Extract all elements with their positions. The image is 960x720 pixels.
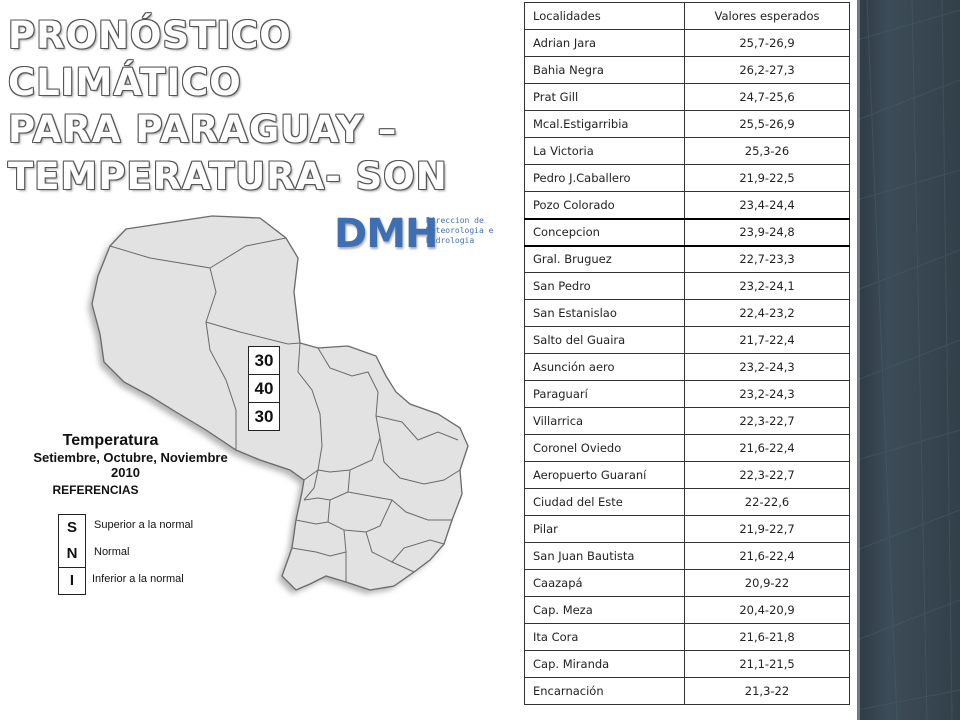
dmh-logo-text: DMH <box>334 211 438 257</box>
cell-locality: Aeropuerto Guaraní <box>525 462 685 489</box>
table-row <box>525 219 850 246</box>
table-row <box>525 327 850 354</box>
decorative-side-panel <box>857 0 960 720</box>
cell-expected-value: 21,9-22,5 <box>685 165 850 192</box>
expected-values-table <box>524 2 850 705</box>
cell-expected-value: 23,9-24,8 <box>685 219 850 246</box>
table-row <box>525 678 850 705</box>
caption-title: Temperatura <box>62 432 159 449</box>
caption-months: Setiembre, Octubre, Noviembre <box>33 450 228 465</box>
legend-key: S <box>58 514 86 542</box>
cell-expected-value: 26,2-27,3 <box>685 57 850 84</box>
cell-locality: Ciudad del Este <box>525 489 685 516</box>
cell-locality: Cap. Miranda <box>525 651 685 678</box>
table-row <box>525 597 850 624</box>
table-row <box>525 165 850 192</box>
cell-expected-value: 22,4-23,2 <box>685 300 850 327</box>
table-row <box>525 624 850 651</box>
legend-key: N <box>58 541 86 568</box>
cell-expected-value: 21,1-21,5 <box>685 651 850 678</box>
cell-locality: La Victoria <box>525 138 685 165</box>
dmh-logo-subtitle <box>426 216 493 246</box>
probability-box <box>248 346 280 431</box>
table-row <box>525 516 850 543</box>
table-header-row <box>525 3 850 30</box>
probability-below: 30 <box>254 407 274 426</box>
cell-locality: Gral. Bruguez <box>525 246 685 273</box>
cell-expected-value: 25,5-26,9 <box>685 111 850 138</box>
cell-locality: Cap. Meza <box>525 597 685 624</box>
cell-expected-value: 23,2-24,3 <box>685 381 850 408</box>
dmh-sub-line: Direccion de <box>426 216 484 225</box>
caption-year: 2010 <box>111 465 140 480</box>
cell-expected-value: 20,4-20,9 <box>685 597 850 624</box>
cell-locality: Mcal.Estigarribia <box>525 111 685 138</box>
cell-locality: San Estanislao <box>525 300 685 327</box>
cell-expected-value: 21,3-22 <box>685 678 850 705</box>
table-row <box>525 246 850 273</box>
header-localidades: Localidades <box>525 3 685 30</box>
cell-expected-value: 23,2-24,1 <box>685 273 850 300</box>
header-valores: Valores esperados <box>685 3 850 30</box>
table-row <box>525 138 850 165</box>
probability-above: 30 <box>249 347 279 375</box>
cell-expected-value: 21,7-22,4 <box>685 327 850 354</box>
legend-label: Inferior a la normal <box>92 573 184 585</box>
cell-expected-value: 20,9-22 <box>685 570 850 597</box>
table-row <box>525 111 850 138</box>
legend-key: I <box>58 568 86 595</box>
cell-locality: Paraguarí <box>525 381 685 408</box>
cell-expected-value: 22,3-22,7 <box>685 408 850 435</box>
dmh-logo <box>334 210 514 260</box>
cell-expected-value: 25,3-26 <box>685 138 850 165</box>
expected-values-table-container <box>524 2 850 720</box>
cell-locality: Salto del Guaira <box>525 327 685 354</box>
table-row <box>525 489 850 516</box>
table-row <box>525 300 850 327</box>
table-row <box>525 435 850 462</box>
table-row <box>525 543 850 570</box>
table-row <box>525 408 850 435</box>
cell-expected-value: 25,7-26,9 <box>685 30 850 57</box>
table-row <box>525 354 850 381</box>
cell-expected-value: 21,6-21,8 <box>685 624 850 651</box>
table-row <box>525 651 850 678</box>
cell-expected-value: 21,6-22,4 <box>685 435 850 462</box>
probability-normal: 40 <box>249 375 279 403</box>
table-row <box>525 192 850 219</box>
table-row <box>525 30 850 57</box>
cell-expected-value: 22,3-22,7 <box>685 462 850 489</box>
cell-locality: Pilar <box>525 516 685 543</box>
title-line-3: TEMPERATURA- SON <box>8 155 448 198</box>
title-line-2: PARA PARAGUAY – <box>8 108 398 151</box>
cell-locality: Prat Gill <box>525 84 685 111</box>
cell-expected-value: 22,7-23,3 <box>685 246 850 273</box>
cell-locality: Bahia Negra <box>525 57 685 84</box>
cell-locality: Pedro J.Caballero <box>525 165 685 192</box>
panel-edge <box>857 0 860 720</box>
cell-locality: Ita Cora <box>525 624 685 651</box>
cell-locality: Encarnación <box>525 678 685 705</box>
cell-expected-value: 23,2-24,3 <box>685 354 850 381</box>
table-row <box>525 57 850 84</box>
map-outline <box>92 216 468 590</box>
title-line-1: PRONÓSTICO CLIMÁTICO <box>8 14 292 104</box>
cell-locality: Adrian Jara <box>525 30 685 57</box>
cell-locality: San Pedro <box>525 273 685 300</box>
table-row <box>525 381 850 408</box>
texture-pattern <box>857 0 960 720</box>
cell-expected-value: 23,4-24,4 <box>685 192 850 219</box>
cell-locality: Asunción aero <box>525 354 685 381</box>
dmh-sub-line: Meteorologia e <box>426 226 494 235</box>
cell-locality: Villarrica <box>525 408 685 435</box>
cell-locality: Concepcion <box>525 219 685 246</box>
cell-locality: Caazapá <box>525 570 685 597</box>
table-row <box>525 273 850 300</box>
cell-expected-value: 24,7-25,6 <box>685 84 850 111</box>
cell-locality: San Juan Bautista <box>525 543 685 570</box>
table-row <box>525 462 850 489</box>
legend-label: Superior a la normal <box>94 519 194 531</box>
legend-label: Normal <box>94 546 130 558</box>
cell-expected-value: 21,6-22,4 <box>685 543 850 570</box>
table-row <box>525 84 850 111</box>
table-body <box>525 30 850 705</box>
cell-locality: Coronel Oviedo <box>525 435 685 462</box>
map-caption <box>18 432 243 498</box>
caption-references: REFERENCIAS <box>52 483 139 497</box>
dmh-sub-line: Hidrologia <box>426 236 475 245</box>
cell-expected-value: 22-22,6 <box>685 489 850 516</box>
cell-expected-value: 21,9-22,7 <box>685 516 850 543</box>
table-row <box>525 570 850 597</box>
cell-locality: Pozo Colorado <box>525 192 685 219</box>
